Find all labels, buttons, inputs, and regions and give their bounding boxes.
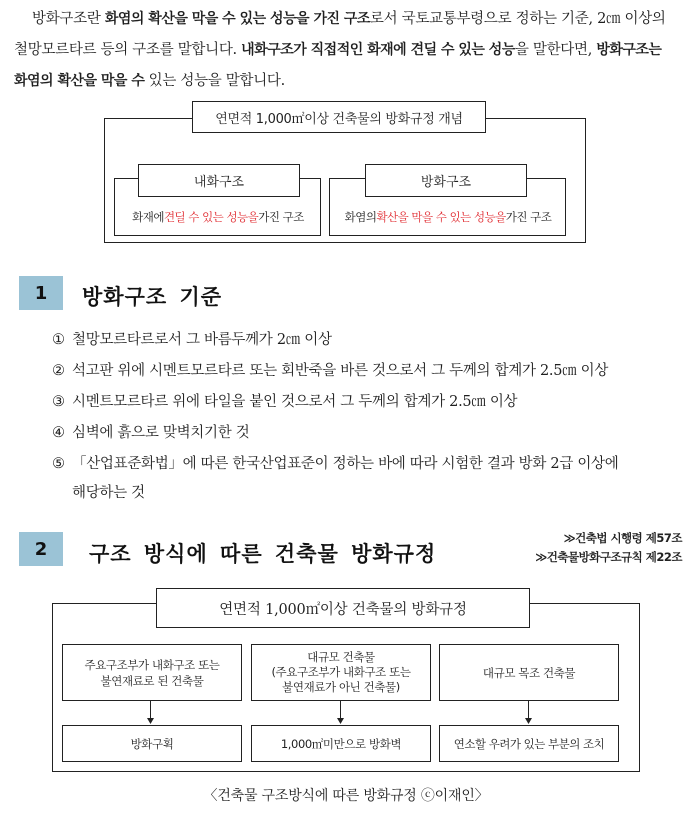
intro-text: 로서 국토교통부령으로 정하는 기준, 2㎝ 이상의 철망모르타르 등의 구조를 말합니다. [14, 11, 666, 58]
intro-text: 을 말한다면, [514, 42, 597, 58]
list-item: ① 철망모르타르로서 그 바름두께가 2㎝ 이상 [52, 332, 332, 348]
fire-compartment-box: 방화구획 [62, 725, 242, 762]
intro-text: 있는 성능을 말합니다. [144, 73, 285, 89]
fire-protection-structure-label: 방화구조 [365, 164, 527, 197]
regulation-diagram-title: 연면적 1,000㎡이상 건축물의 방화규정 [156, 588, 530, 628]
large-wooden-building-box: 대규모 목조 건축물 [439, 644, 619, 701]
section-title: 방화구조 기준 [82, 285, 223, 309]
list-item: ③ 시멘트모르타르 위에 타일을 붙인 것으로서 그 두께의 합계가 2.5㎝ 이상 [52, 394, 518, 410]
intro-bold: 화염의 확산을 막을 수 있는 성능을 가진 구조 [104, 11, 370, 27]
fireproof-structure-label: 내화구조 [138, 164, 300, 197]
law-reference: ≫건축물방화구조규칙 제22조 [535, 550, 682, 564]
concept-diagram-title: 연면적 1,000㎡이상 건축물의 방화규정 개념 [192, 101, 486, 133]
figure-caption: 〈건축물 구조방식에 따른 방화규정 ⓒ이재인〉 [203, 788, 489, 804]
section-number: 2 [19, 532, 63, 566]
list-item: ④ 심벽에 흙으로 맞벽치기한 것 [52, 425, 250, 441]
intro-bold: 방화구조는 화염의 확산을 막을 수 [14, 42, 662, 89]
fire-wall-box: 1,000㎡미만으로 방화벽 [251, 725, 431, 762]
large-building-box: 대규모 건축물 (주요구조부가 내화구조 또는 불연재료가 아닌 건축물) [251, 644, 431, 701]
fireproof-structure-description: 화재에 견딜 수 있는 성능을 가진 구조 [132, 210, 304, 224]
list-item-continuation: 해당하는 것 [72, 485, 145, 501]
section-number: 1 [19, 276, 63, 310]
fire-protection-structure-description: 화염의 확산을 막을 수 있는 성능을 가진 구조 [344, 210, 552, 224]
fire-spread-measure-box: 연소할 우려가 있는 부분의 조치 [439, 725, 619, 762]
fireproof-building-box: 주요구조부가 내화구조 또는 불연재료로 된 건축물 [62, 644, 242, 701]
section-title: 구조 방식에 따른 건축물 방화규정 [89, 542, 437, 566]
intro-text: 방화구조란 [32, 11, 105, 27]
list-item: ② 석고판 위에 시멘트모르타르 또는 회반죽을 바른 것으로서 그 두께의 합계가 2.5㎝ 이상 [52, 363, 609, 379]
law-reference: ≫건축법 시행령 제57조 [563, 531, 682, 545]
intro-bold: 내화구조가 직접적인 화재에 견딜 수 있는 성능 [241, 42, 515, 58]
list-item: ⑤ 「산업표준화법」에 따른 한국산업표준이 정하는 바에 따라 시험한 결과 방화 2급 이상에 [52, 456, 619, 472]
